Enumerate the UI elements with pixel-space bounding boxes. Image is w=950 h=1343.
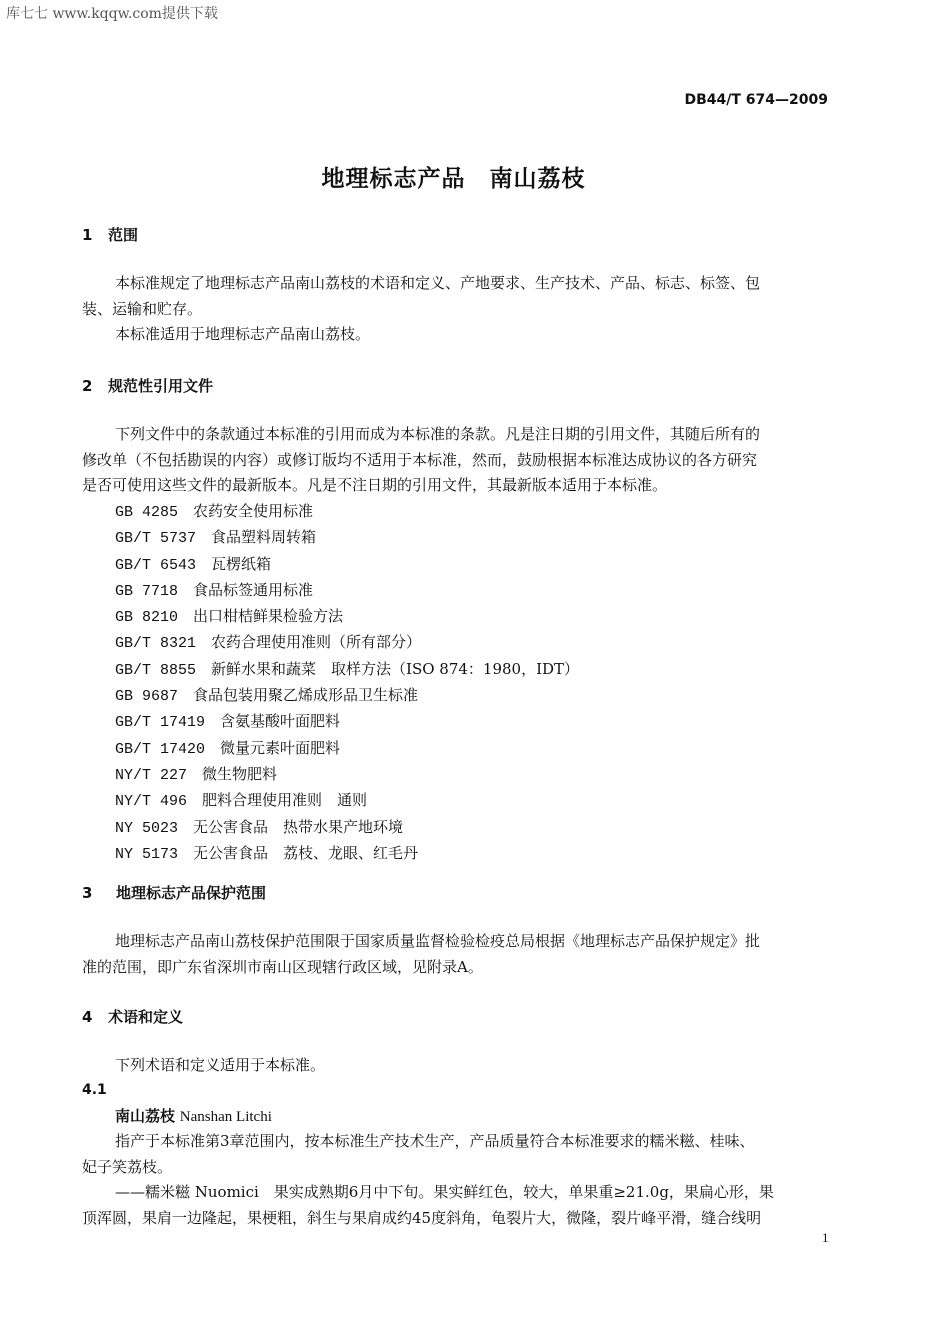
reference-title: 出口柑桔鲜果检验方法: [193, 607, 344, 626]
section-1-body: [82, 271, 830, 348]
paragraph-line: 顶浑圆，果肩一边隆起，果梗粗，斜生与果肩成约45度斜角，龟裂片大，微隆，裂片峰平滑，缝合线明: [82, 1208, 762, 1227]
standard-code: DB44/T 674—2009: [684, 92, 828, 108]
reference-code: GB/T 5737: [115, 530, 197, 548]
reference-code: NY/T 227: [115, 766, 188, 784]
reference-code: GB 9687: [115, 688, 179, 706]
reference-item: [115, 499, 579, 525]
reference-item: [115, 815, 579, 841]
reference-code: NY/T 496: [115, 793, 188, 811]
normative-references-list: [115, 499, 579, 867]
section-1-heading: [82, 224, 138, 245]
section-2-heading: [82, 375, 213, 396]
reference-title: 含氨基酸叶面肥料: [220, 712, 341, 731]
watermark-text: 库七七 www.kqqw.com提供下载: [6, 6, 218, 22]
paragraph-line: ——糯米糍 Nuomici 果实成熟期6月中下旬。果实鲜红色，较大，单果重≥21.0g，果扁心形，果: [115, 1183, 774, 1201]
section-number: 4: [82, 1008, 93, 1026]
section-number: 2: [82, 377, 93, 395]
paragraph-line: 是否可使用这些文件的最新版本。凡是不注日期的引用文件，其最新版本适用于本标准。: [82, 476, 668, 494]
reference-code: GB/T 8321: [115, 635, 197, 653]
section-4-intro: [82, 1053, 830, 1079]
reference-title: 微量元素叶面肥料: [220, 738, 341, 757]
paragraph-line: 下列术语和定义适用于本标准。: [115, 1056, 326, 1074]
paragraph-line: 妃子笑荔枝。: [82, 1157, 173, 1176]
reference-item: [115, 552, 579, 578]
page-number: 1: [822, 1230, 829, 1245]
reference-code: NY 5023: [115, 819, 179, 837]
reference-code: GB 8210: [115, 609, 179, 627]
term-english: Nanshan Litchi: [179, 1109, 272, 1125]
section-3-heading: [82, 882, 266, 903]
reference-item: [115, 630, 579, 656]
reference-code: GB/T 8855: [115, 661, 197, 679]
paragraph-line: 本标准规定了地理标志产品南山荔枝的术语和定义、产地要求、生产技术、产品、标志、标签、包: [115, 274, 761, 292]
reference-title: 无公害食品 热带水果产地环境: [193, 817, 404, 836]
reference-code: GB/T 6543: [115, 556, 197, 574]
reference-item: [115, 657, 579, 683]
reference-item: [115, 683, 579, 709]
term-entry: [115, 1105, 272, 1126]
reference-code: GB/T 17420: [115, 740, 206, 758]
section-title: 地理标志产品保护范围: [116, 884, 267, 902]
paragraph-line: 准的范围，即广东省深圳市南山区现辖行政区域，见附录A。: [82, 957, 483, 976]
reference-item: [115, 604, 579, 630]
document-title: 地理标志产品 南山荔枝: [321, 166, 586, 192]
reference-title: 瓦楞纸箱: [211, 554, 272, 573]
section-number: 1: [82, 226, 93, 244]
section-title: 术语和定义: [108, 1008, 184, 1026]
paragraph-line: 修改单（不包括勘误的内容）或修订版均不适用于本标准，然而，鼓励根据本标准达成协议的各方研究: [82, 450, 758, 469]
section-title: 范围: [108, 226, 139, 244]
paragraph-line: 本标准适用于地理标志产品南山荔枝。: [115, 325, 371, 343]
reference-title: 农药合理使用准则（所有部分）: [211, 633, 422, 652]
clause-number: 4.1: [82, 1082, 107, 1098]
paragraph-line: 装、运输和贮存。: [82, 299, 203, 318]
reference-item: [115, 762, 579, 788]
section-title: 规范性引用文件: [108, 377, 214, 395]
paragraph-line: 地理标志产品南山荔枝保护范围限于国家质量监督检验检疫总局根据《地理标志产品保护规定》批: [115, 932, 761, 950]
reference-code: GB/T 17419: [115, 714, 206, 732]
paragraph-line: 下列文件中的条款通过本标准的引用而成为本标准的条款。凡是注日期的引用文件，其随后所有的: [115, 425, 761, 443]
reference-title: 肥料合理使用准则 通则: [202, 791, 368, 810]
term-definition: [82, 1129, 830, 1231]
reference-title: 食品包装用聚乙烯成形品卫生标准: [193, 686, 419, 705]
section-2-body: [82, 422, 830, 499]
reference-code: NY 5173: [115, 845, 179, 863]
paragraph-line: 指产于本标准第3章范围内，按本标准生产技术生产，产品质量符合本标准要求的糯米糍、桂味、: [115, 1132, 755, 1150]
reference-title: 农药安全使用标准: [193, 502, 314, 520]
reference-item: [115, 736, 579, 762]
reference-item: [115, 578, 579, 604]
reference-title: 食品塑料周转箱: [211, 528, 317, 547]
reference-title: 新鲜水果和蔬菜 取样方法（ISO 874：1980，IDT）: [211, 659, 580, 678]
section-4-heading: [82, 1006, 183, 1027]
reference-item: [115, 841, 579, 867]
reference-title: 微生物肥料: [202, 764, 278, 783]
reference-title: 无公害食品 荔枝、龙眼、红毛丹: [193, 843, 419, 862]
reference-item: [115, 788, 579, 814]
reference-item: [115, 709, 579, 735]
reference-item: [115, 525, 579, 551]
section-number: 3: [82, 884, 93, 902]
section-3-body: [82, 929, 830, 980]
reference-title: 食品标签通用标准: [193, 580, 314, 599]
reference-code: GB 4285: [115, 504, 179, 521]
reference-code: GB 7718: [115, 582, 179, 600]
term-chinese: 南山荔枝: [115, 1107, 176, 1125]
